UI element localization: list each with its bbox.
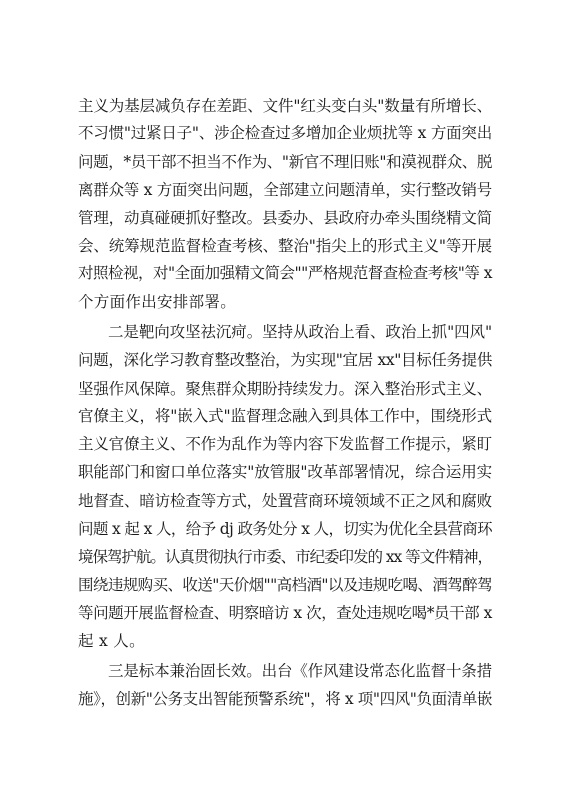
text-line: 不习惯"过紧日子"、涉企检查过多增加企业烦扰等 x 方面突出 <box>78 124 492 142</box>
text-line: 问题 x 起 x 人，给予 dj 政务处分 x 人，切实为优化全县营商环 <box>78 520 492 538</box>
text-line: 问题，深化学习教育整改整治，为实现"宜居 xx"目标任务提供 <box>78 351 492 369</box>
text-line: 主义官僚主义、不作为乱作为等内容下发监督工作提示，紧盯 <box>78 435 492 453</box>
text-line: 地督查、暗访检查等方式，处置营商环境领域不正之风和腐败 <box>78 492 492 510</box>
text-line: 等问题开展监督检查、明察暗访 x 次，查处违规吃喝*员干部 x <box>78 604 492 622</box>
text-line: 三是标本兼治固长效。出台《作风建设常态化监督十条措 <box>108 662 492 680</box>
text-line: 二是靶向攻坚祛沉疴。坚持从政治上看、政治上抓"四风" <box>108 323 492 341</box>
text-line: 问题，*员干部不担当不作为、"新官不理旧账"和漠视群众、脱 <box>78 153 492 171</box>
text-line: 对照检视，对"全面加强精文简会""严格规范督查检查考核"等 x <box>78 264 492 282</box>
text-line: 主义为基层减负存在差距、文件"红头变白头"数量有所增长、 <box>78 97 492 115</box>
text-line: 境保驾护航。认真贯彻执行市委、市纪委印发的 xx 等文件精神， <box>78 548 492 566</box>
text-line: 职能部门和窗口单位落实"放管服"改革部署情况，综合运用实 <box>78 463 492 481</box>
text-line: 官僚主义，将"嵌入式"监督理念融入到具体工作中，围绕形式 <box>78 407 492 425</box>
text-line: 管理，动真碰硬抓好整改。县委办、县政府办牵头围绕精文简 <box>78 209 492 227</box>
text-line: 离群众等 x 方面突出问题，全部建立问题清单，实行整改销号 <box>78 181 492 199</box>
text-line: 会、统筹规范监督检查考核、整治"指尖上的形式主义"等开展 <box>78 237 492 255</box>
text-line: 起 x 人。 <box>78 632 145 650</box>
text-line: 个方面作出安排部署。 <box>78 293 237 311</box>
text-line: 施》，创新"公务支出智能预警系统"，将 x 项"四风"负面清单嵌 <box>78 690 492 708</box>
text-line: 坚强作风保障。聚焦群众期盼持续发力。深入整治形式主义、 <box>78 380 492 398</box>
text-line: 围绕违规购买、收送"天价烟""高档酒"以及违规吃喝、酒驾醉驾 <box>78 576 492 594</box>
